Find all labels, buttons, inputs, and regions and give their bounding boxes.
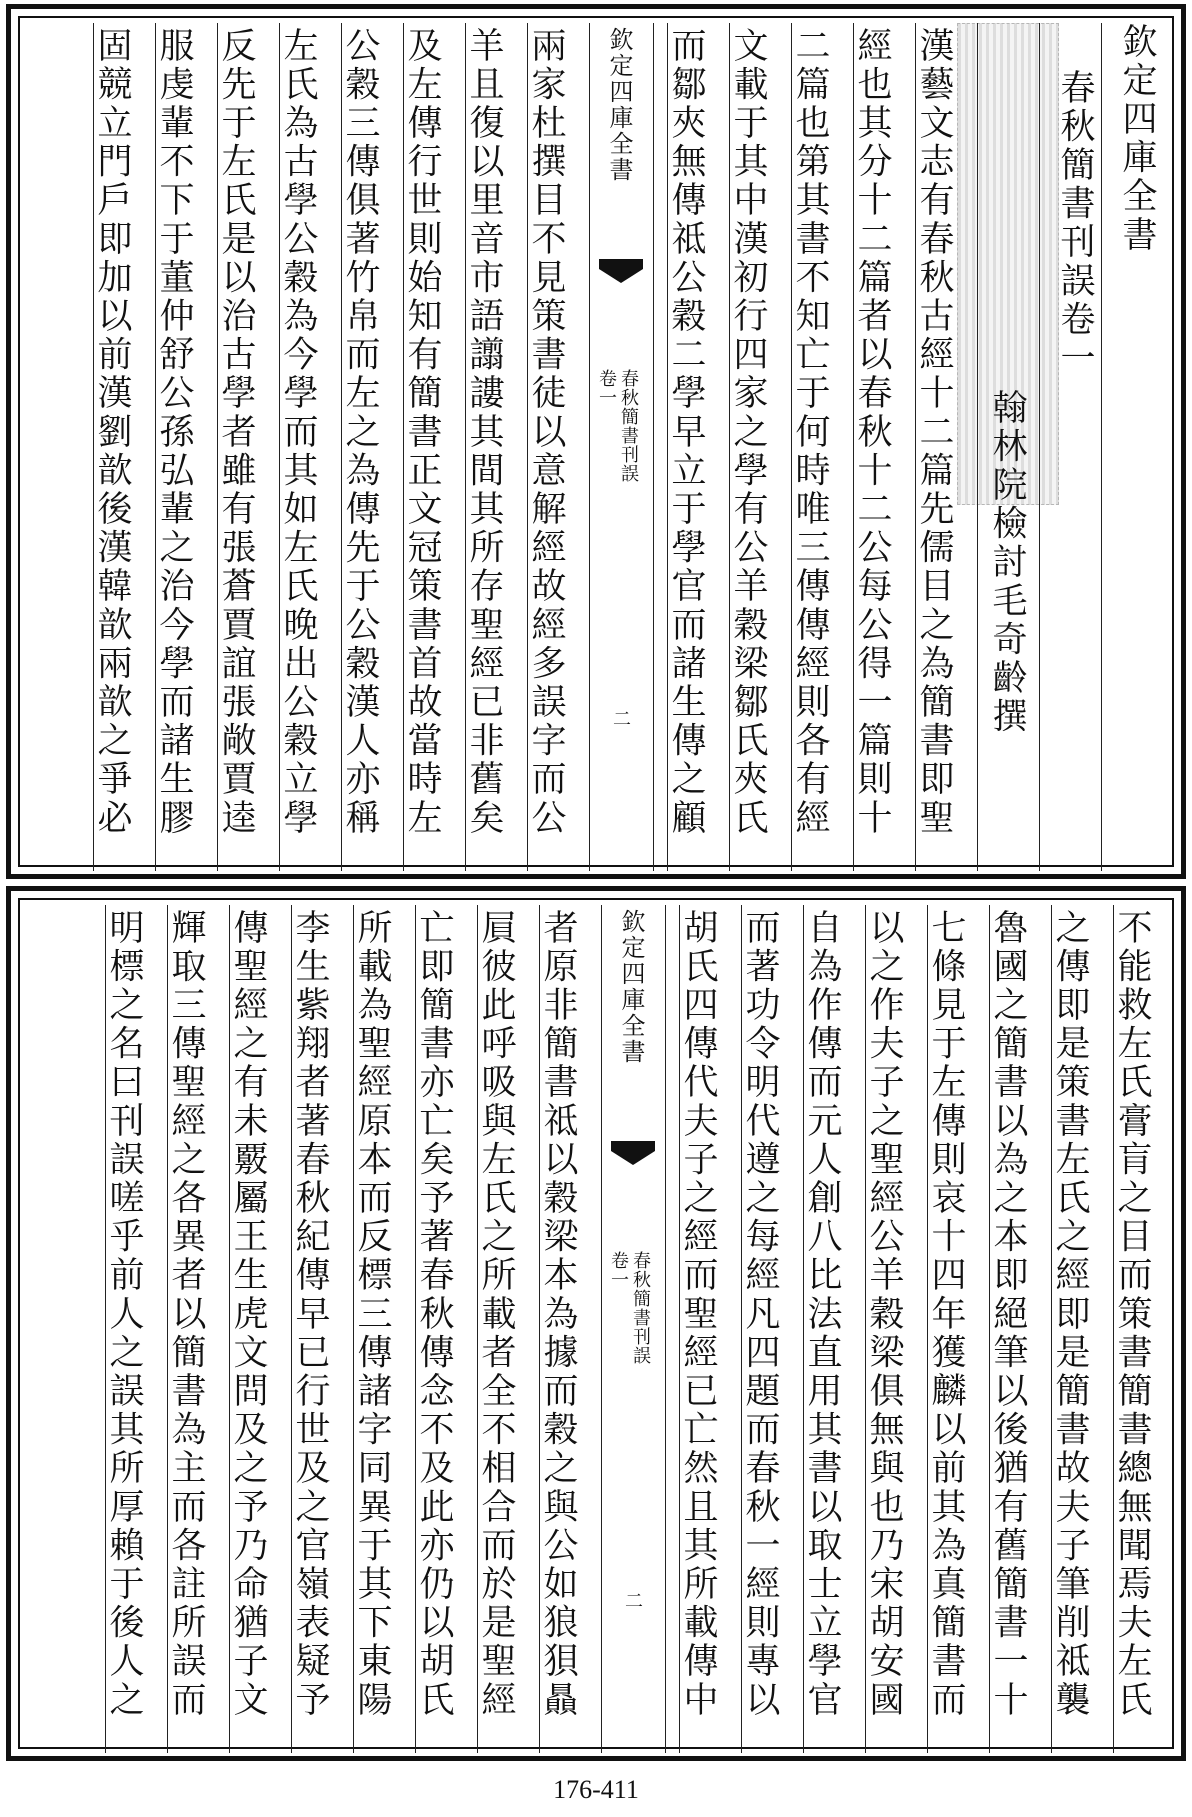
page-number: 176-411	[553, 1775, 639, 1804]
text-column: 羊且復以里音市語譾謱其間其所存聖經已非舊矣	[464, 27, 504, 838]
top-header: 欽定四庫全書	[1117, 23, 1157, 255]
column-rule	[803, 905, 804, 1753]
column-rule	[341, 23, 342, 871]
text-column: 亡即簡書亦亡矣予著春秋傳念不及此亦仍以胡氏	[414, 909, 454, 1720]
text-column: 魯國之簡書以為之本即絕筆以後猶有舊簡書一十	[988, 909, 1028, 1720]
top-page	[6, 4, 1186, 879]
column-rule	[1051, 905, 1052, 1753]
column-rule	[167, 905, 168, 1753]
column-rule	[915, 23, 916, 871]
text-column: 自為作傳而元人創八比法直用其書以取士立學官	[802, 909, 842, 1720]
text-column: 者原非簡書祗以穀梁本為據而穀之與公如狼狽贔	[538, 909, 578, 1720]
strip-volume: 卷一	[596, 369, 617, 407]
column-rule	[539, 905, 540, 1753]
text-column: 經也其分十二篇者以春秋十二公每公得一篇則十	[852, 27, 892, 838]
text-column: 所載為聖經原本而反標三傳諸字同異于其下東陽	[352, 909, 392, 1720]
fishtail-mark-icon	[611, 1141, 655, 1165]
column-rule	[217, 23, 218, 871]
bottom-page	[6, 886, 1186, 1761]
column-rule	[601, 905, 602, 1753]
text-column: 漢藝文志有春秋古經十二篇先儒目之為簡書即聖	[914, 27, 954, 838]
column-rule	[977, 23, 978, 871]
text-column: 公穀三傳俱著竹帛而左之為傳先于公穀漢人亦稱	[340, 27, 380, 838]
text-column: 服虔輩不下于董仲舒公孫弘輩之治今學而諸生膠	[154, 27, 194, 838]
column-rule	[155, 23, 156, 871]
text-column: 傳聖經之有未覈屬王生虎文問及之予乃命猶子文	[228, 909, 268, 1720]
column-rule	[465, 23, 466, 871]
text-column: 兩家杜撰目不見策書徒以意解經故經多誤字而公	[526, 27, 566, 838]
column-rule	[927, 905, 928, 1753]
fishtail-mark-icon	[599, 259, 643, 283]
column-rule	[589, 23, 590, 871]
strip-volume: 卷一	[608, 1251, 629, 1289]
strip-title: 春秋簡書刊誤	[618, 369, 639, 483]
column-rule	[791, 23, 792, 871]
column-rule	[105, 905, 106, 1753]
column-rule	[653, 23, 654, 871]
strip-header: 欽定四庫全書	[605, 27, 633, 183]
column-rule	[415, 905, 416, 1753]
column-rule	[291, 905, 292, 1753]
text-column: 固競立門戶即加以前漢劉歆後漢韓歆兩歆之爭必	[92, 27, 132, 838]
column-rule	[853, 23, 854, 871]
column-rule	[989, 905, 990, 1753]
strip-leaf-number: 二	[610, 709, 631, 728]
column-rule	[403, 23, 404, 871]
text-column: 輝取三傳聖經之各異者以簡書為主而各註所誤而	[166, 909, 206, 1720]
column-rule	[729, 23, 730, 871]
text-column: 以之作夫子之聖經公羊穀梁俱無與也乃宋胡安國	[864, 909, 904, 1720]
text-column: 明標之名曰刊誤嗟乎前人之誤其所厚賴于後人之	[104, 909, 144, 1720]
text-column: 七條見于左傳則哀十四年獲麟以前其為真簡書而	[926, 909, 966, 1720]
strip-title: 春秋簡書刊誤	[630, 1251, 651, 1365]
column-rule	[679, 905, 680, 1753]
text-column: 二篇也第其書不知亡于何時唯三傳傳經則各有經	[790, 27, 830, 838]
text-column: 而鄒夾無傳祗公穀二學早立于學官而諸生傳之顧	[666, 27, 706, 838]
text-column: 左氏為古學公穀為今學而其如左氏晚出公穀立學	[278, 27, 318, 838]
text-column: 及左傳行世則始知有簡書正文冠策書首故當時左	[402, 27, 442, 838]
column-rule	[865, 905, 866, 1753]
strip-leaf-number: 二	[622, 1591, 643, 1610]
column-rule	[741, 905, 742, 1753]
text-column: 反先于左氏是以治古學者雖有張蒼賈誼張敞賈逵	[216, 27, 256, 838]
column-rule	[1113, 905, 1114, 1753]
column-rule	[93, 23, 94, 871]
text-column: 之傳即是策書左氏之經即是簡書故夫子筆削祗襲	[1050, 909, 1090, 1720]
strip-header: 欽定四庫全書	[617, 909, 645, 1065]
author-line: 翰林院檢討毛奇齡撰	[987, 389, 1027, 737]
column-rule	[667, 23, 668, 871]
text-column: 李生紫翔者著春秋紀傳早已行世及之官嶺表疑予	[290, 909, 330, 1720]
column-rule	[353, 905, 354, 1753]
column-rule	[665, 905, 666, 1753]
book-title: 春秋簡書刊誤卷一	[1055, 69, 1095, 378]
column-rule	[1101, 23, 1102, 871]
text-column: 不能救左氏膏肓之目而策書簡書總無聞焉夫左氏	[1112, 909, 1152, 1720]
text-column: 而著功令明代遵之每經凡四題而春秋一經則專以	[740, 909, 780, 1720]
text-column: 文載于其中漢初行四家之學有公羊穀梁鄒氏夾氏	[728, 27, 768, 838]
column-rule	[279, 23, 280, 871]
column-rule	[477, 905, 478, 1753]
text-column: 屓彼此呼吸與左氏之所載者全不相合而於是聖經	[476, 909, 516, 1720]
column-rule	[1039, 23, 1040, 871]
column-rule	[229, 905, 230, 1753]
column-rule	[527, 23, 528, 871]
text-column: 胡氏四傳代夫子之經而聖經已亡然且其所載傳中	[678, 909, 718, 1720]
